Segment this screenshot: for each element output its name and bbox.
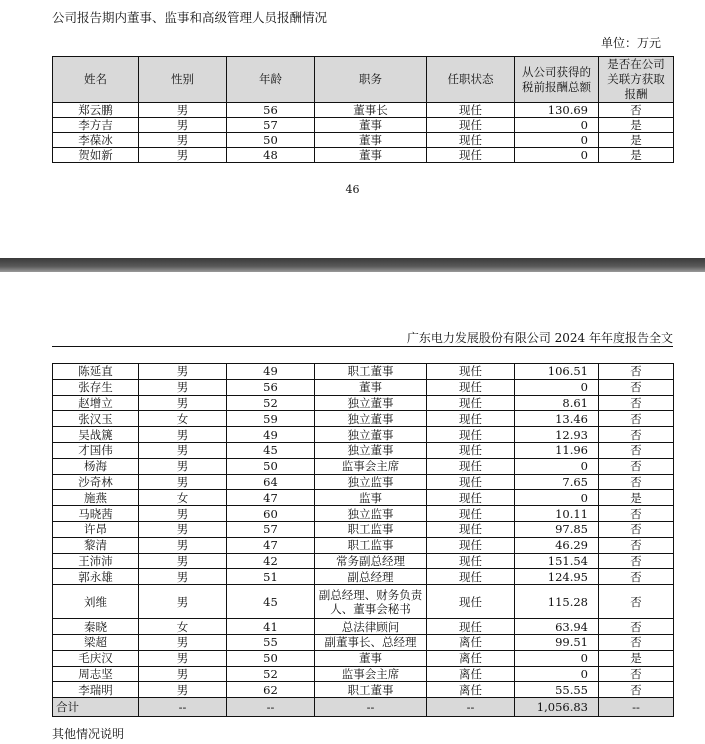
related-pay-cell: 否 [599, 103, 674, 118]
age-cell: 45 [227, 585, 315, 619]
position-cell: 董事 [315, 148, 427, 163]
table-row [53, 490, 674, 506]
name-cell: 郑云鹏 [53, 103, 139, 118]
related-pay-cell: 是 [599, 118, 674, 133]
related-pay-cell: 否 [599, 379, 674, 395]
name-cell: 李瑞明 [53, 682, 139, 698]
header-cell: 从公司获得的税前报酬总额 [515, 57, 599, 103]
header-cell: 任职状态 [427, 57, 515, 103]
position-cell: 独立监事 [315, 474, 427, 490]
position-cell: 副总经理、财务负责人、董事会秘书 [315, 585, 427, 619]
status-cell: 现任 [427, 133, 515, 148]
name-cell: 李葆冰 [53, 133, 139, 148]
pay-cell: 0 [515, 458, 599, 474]
related-pay-cell: 是 [599, 133, 674, 148]
gender-cell: 男 [139, 521, 227, 537]
pay-cell: 0 [515, 118, 599, 133]
page-separator [0, 258, 705, 272]
table-row [53, 537, 674, 553]
age-cell: 59 [227, 411, 315, 427]
name-cell: 贺如新 [53, 148, 139, 163]
age-cell: 52 [227, 666, 315, 682]
table-row [53, 650, 674, 666]
age-cell: 48 [227, 148, 315, 163]
status-cell: 现任 [427, 537, 515, 553]
position-cell: 独立董事 [315, 395, 427, 411]
status-cell: 现任 [427, 490, 515, 506]
age-cell: 50 [227, 650, 315, 666]
position-cell: 独立董事 [315, 411, 427, 427]
age-cell: 60 [227, 506, 315, 522]
table-row [53, 506, 674, 522]
pay-cell: 55.55 [515, 682, 599, 698]
gender-cell: 男 [139, 148, 227, 163]
compensation-table-page2 [52, 363, 674, 717]
pay-cell: 106.51 [515, 364, 599, 380]
table-row [53, 474, 674, 490]
gender-cell: 男 [139, 569, 227, 585]
table-row [53, 521, 674, 537]
status-cell: 离任 [427, 634, 515, 650]
status-cell: 离任 [427, 650, 515, 666]
status-cell: 现任 [427, 474, 515, 490]
status-cell: 现任 [427, 521, 515, 537]
age-cell: 49 [227, 364, 315, 380]
name-cell: 许昂 [53, 521, 139, 537]
name-cell: 施燕 [53, 490, 139, 506]
table-row [53, 103, 674, 118]
name-cell: 李方吉 [53, 118, 139, 133]
age-cell: 52 [227, 395, 315, 411]
pay-cell: 124.95 [515, 569, 599, 585]
status-cell: 现任 [427, 395, 515, 411]
header-rule [52, 346, 673, 347]
table-row [53, 585, 674, 619]
status-cell: 现任 [427, 553, 515, 569]
gender-cell: 男 [139, 474, 227, 490]
table-row [53, 427, 674, 443]
page-number: 46 [345, 183, 360, 196]
related-pay-cell: 否 [599, 521, 674, 537]
pay-cell: 1,056.83 [515, 698, 599, 717]
status-cell: 现任 [427, 118, 515, 133]
name-cell: 黎清 [53, 537, 139, 553]
pay-cell: 11.96 [515, 442, 599, 458]
age-cell: 57 [227, 118, 315, 133]
name-cell: 梁超 [53, 634, 139, 650]
position-cell: 总法律顾问 [315, 619, 427, 635]
status-cell: 现任 [427, 148, 515, 163]
position-cell: 独立监事 [315, 506, 427, 522]
position-cell: 常务副总经理 [315, 553, 427, 569]
table-row [53, 395, 674, 411]
name-cell: 周志坚 [53, 666, 139, 682]
related-pay-cell: 否 [599, 634, 674, 650]
position-cell: 董事 [315, 379, 427, 395]
age-cell: 45 [227, 442, 315, 458]
header-cell: 职务 [315, 57, 427, 103]
gender-cell: 男 [139, 118, 227, 133]
total-label: 合计 [53, 698, 139, 717]
gender-cell: 男 [139, 553, 227, 569]
table-row [53, 553, 674, 569]
position-cell: 监事 [315, 490, 427, 506]
table-row [53, 569, 674, 585]
position-cell: 董事 [315, 118, 427, 133]
status-cell: 现任 [427, 103, 515, 118]
name-cell: 郭永雄 [53, 569, 139, 585]
gender-cell: 女 [139, 490, 227, 506]
pay-cell: 63.94 [515, 619, 599, 635]
related-pay-cell: 否 [599, 427, 674, 443]
gender-cell: 男 [139, 634, 227, 650]
status-cell: 现任 [427, 364, 515, 380]
related-pay-cell: 否 [599, 537, 674, 553]
table-row [53, 682, 674, 698]
gender-cell: 男 [139, 585, 227, 619]
name-cell: 陈延直 [53, 364, 139, 380]
related-pay-cell: 否 [599, 585, 674, 619]
pay-cell: 99.51 [515, 634, 599, 650]
age-cell: 49 [227, 427, 315, 443]
page-header: 广东电力发展股份有限公司 2024 年年度报告全文 [406, 331, 673, 345]
position-cell: 董事 [315, 650, 427, 666]
status-cell: 现任 [427, 442, 515, 458]
table-row [53, 619, 674, 635]
position-cell: 监事会主席 [315, 666, 427, 682]
related-pay-cell: 是 [599, 490, 674, 506]
status-cell: 现任 [427, 427, 515, 443]
related-pay-cell: 否 [599, 666, 674, 682]
table-row [53, 411, 674, 427]
related-pay-cell: 否 [599, 682, 674, 698]
age-cell: 62 [227, 682, 315, 698]
age-cell: 47 [227, 490, 315, 506]
related-pay-cell: 否 [599, 411, 674, 427]
name-cell: 张存生 [53, 379, 139, 395]
gender-cell: 男 [139, 379, 227, 395]
header-cell: 姓名 [53, 57, 139, 103]
position-cell: 职工董事 [315, 364, 427, 380]
position-cell: 职工监事 [315, 521, 427, 537]
position-cell: -- [315, 698, 427, 717]
name-cell: 马晓茜 [53, 506, 139, 522]
related-pay-cell: 否 [599, 553, 674, 569]
table-row [53, 666, 674, 682]
status-cell: 现任 [427, 379, 515, 395]
age-cell: 50 [227, 133, 315, 148]
gender-cell: 男 [139, 682, 227, 698]
gender-cell: 男 [139, 650, 227, 666]
related-pay-cell: 否 [599, 506, 674, 522]
status-cell: 现任 [427, 585, 515, 619]
section-title: 公司报告期内董事、监事和高级管理人员报酬情况 [52, 10, 328, 25]
position-cell: 董事 [315, 133, 427, 148]
status-cell: 离任 [427, 682, 515, 698]
age-cell: 42 [227, 553, 315, 569]
table-row [53, 118, 674, 133]
gender-cell: 男 [139, 133, 227, 148]
gender-cell: 男 [139, 537, 227, 553]
gender-cell: 男 [139, 442, 227, 458]
position-cell: 职工监事 [315, 537, 427, 553]
table-row [53, 148, 674, 163]
gender-cell: 女 [139, 411, 227, 427]
related-pay-cell: 是 [599, 650, 674, 666]
position-cell: 独立董事 [315, 427, 427, 443]
table-row [53, 379, 674, 395]
pay-cell: 8.61 [515, 395, 599, 411]
age-cell: 50 [227, 458, 315, 474]
pay-cell: 13.46 [515, 411, 599, 427]
age-cell: 41 [227, 619, 315, 635]
header-cell: 是否在公司关联方获取报酬 [599, 57, 674, 103]
pay-cell: 7.65 [515, 474, 599, 490]
status-cell: 现任 [427, 569, 515, 585]
name-cell: 沙奇林 [53, 474, 139, 490]
position-cell: 董事长 [315, 103, 427, 118]
name-cell: 张汉玉 [53, 411, 139, 427]
compensation-table-page1 [52, 56, 674, 163]
pay-cell: 46.29 [515, 537, 599, 553]
status-cell: -- [427, 698, 515, 717]
name-cell: 毛庆汉 [53, 650, 139, 666]
header-cell: 性别 [139, 57, 227, 103]
related-pay-cell: 否 [599, 364, 674, 380]
pay-cell: 151.54 [515, 553, 599, 569]
header-cell: 年龄 [227, 57, 315, 103]
pay-cell: 97.85 [515, 521, 599, 537]
age-cell: 56 [227, 379, 315, 395]
age-cell: 56 [227, 103, 315, 118]
gender-cell: 男 [139, 666, 227, 682]
table-row [53, 364, 674, 380]
table-row [53, 133, 674, 148]
age-cell: 51 [227, 569, 315, 585]
status-cell: 现任 [427, 458, 515, 474]
related-pay-cell: 否 [599, 395, 674, 411]
related-pay-cell: 否 [599, 619, 674, 635]
table-row [53, 442, 674, 458]
related-pay-cell: 否 [599, 569, 674, 585]
status-cell: 现任 [427, 506, 515, 522]
age-cell: -- [227, 698, 315, 717]
table-row [53, 458, 674, 474]
status-cell: 现任 [427, 619, 515, 635]
gender-cell: 男 [139, 458, 227, 474]
name-cell: 才国伟 [53, 442, 139, 458]
related-pay-cell: 否 [599, 458, 674, 474]
name-cell: 杨海 [53, 458, 139, 474]
position-cell: 监事会主席 [315, 458, 427, 474]
status-cell: 离任 [427, 666, 515, 682]
related-pay-cell: -- [599, 698, 674, 717]
pay-cell: 0 [515, 650, 599, 666]
age-cell: 47 [227, 537, 315, 553]
related-pay-cell: 否 [599, 474, 674, 490]
related-pay-cell: 否 [599, 442, 674, 458]
position-cell: 独立董事 [315, 442, 427, 458]
gender-cell: 男 [139, 427, 227, 443]
pay-cell: 0 [515, 490, 599, 506]
name-cell: 秦晓 [53, 619, 139, 635]
gender-cell: 男 [139, 395, 227, 411]
gender-cell: 男 [139, 506, 227, 522]
pay-cell: 0 [515, 148, 599, 163]
pay-cell: 10.11 [515, 506, 599, 522]
name-cell: 吴战篪 [53, 427, 139, 443]
pay-cell: 130.69 [515, 103, 599, 118]
table-header-row [53, 57, 674, 103]
gender-cell: 男 [139, 103, 227, 118]
name-cell: 王沛沛 [53, 553, 139, 569]
name-cell: 赵增立 [53, 395, 139, 411]
pay-cell: 0 [515, 379, 599, 395]
gender-cell: 女 [139, 619, 227, 635]
total-row [53, 698, 674, 717]
pay-cell: 115.28 [515, 585, 599, 619]
name-cell: 刘维 [53, 585, 139, 619]
age-cell: 64 [227, 474, 315, 490]
related-pay-cell: 是 [599, 148, 674, 163]
table-row [53, 634, 674, 650]
pay-cell: 0 [515, 133, 599, 148]
position-cell: 副总经理 [315, 569, 427, 585]
pay-cell: 0 [515, 666, 599, 682]
age-cell: 55 [227, 634, 315, 650]
status-cell: 现任 [427, 411, 515, 427]
gender-cell: -- [139, 698, 227, 717]
gender-cell: 男 [139, 364, 227, 380]
unit-label: 单位：万元 [600, 36, 661, 50]
other-info-heading: 其他情况说明 [52, 727, 125, 741]
position-cell: 副董事长、总经理 [315, 634, 427, 650]
age-cell: 57 [227, 521, 315, 537]
pay-cell: 12.93 [515, 427, 599, 443]
position-cell: 职工董事 [315, 682, 427, 698]
